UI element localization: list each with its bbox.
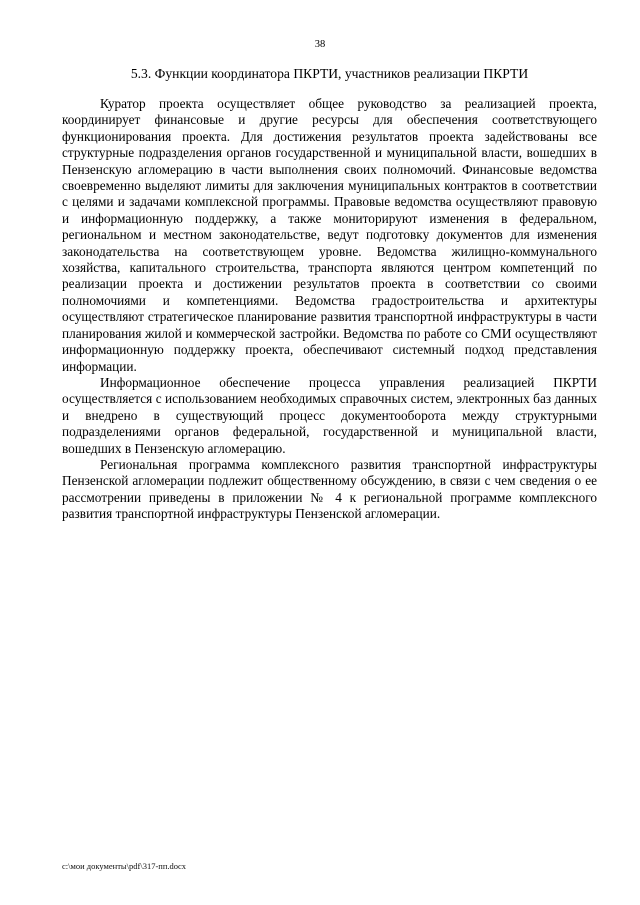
paragraph-curator: Куратор проекта осуществляет общее руководство за реализацией проекта, координирует финансовые и другие ресурсы для обеспечения соответствующего функционирования проекта. Для достижения результатов проекта задействованы все структурные подразделения органов государственной и муниципальной власти, вошедших в Пензенскую агломерацию в части выполнения своих полномочий. Финансовые ведомства своевременно выделяют лимиты для заключения муниципальных контрактов в соответствии с целями и задачами комплексной программы. Правовые ведомства осуществляют правовую и информационную поддержку, а также мониторируют изменения в федеральном, региональном и местном законодательстве, ведут подготовку документов для изменения законодательства на соответствующем уровне. Ведомства жилищно-коммунального хозяйства, капитального строительства, транспорта являются центром компетенций по реализации проекта и достижении результатов проекта в соответствии со своими полномочиями и компетенциями. Ведомства градостроительства и архитектуры осуществляют стратегическое планирование развития транспортной инфраструктуры в части планирования жилой и коммерческой застройки. Ведомства по работе со СМИ осуществляют информационную поддержку проекта, обеспечивают системный подход представления информации. — [62, 96, 597, 374]
footer-file-path: c:\мои документы\pdf\317-пп.docx — [62, 861, 187, 871]
paragraph-information-support: Информационное обеспечение процесса управления реализацией ПКРТИ осуществляется с использованием необходимых справочных систем, электронных баз данных и внедрено в существующий процесс документооборота между структурными подразделениями органов федеральной, государственной и муниципальной власти, вошедших в Пензенскую агломерацию. — [62, 374, 597, 456]
section-heading: 5.3. Функции координатора ПКРТИ, участников реализации ПКРТИ — [130, 66, 529, 81]
body-text — [62, 96, 597, 523]
paragraph-public-discussion: Региональная программа комплексного развития транспортной инфраструктуры Пензенской агломерации подлежит общественному обсуждению, в связи с чем сведения о ее рассмотрении приведены в приложении № 4 к региональной программе комплексного развития транспортной инфраструктуры Пензенской агломерации. — [62, 456, 597, 522]
page-number: 38 — [314, 39, 326, 50]
